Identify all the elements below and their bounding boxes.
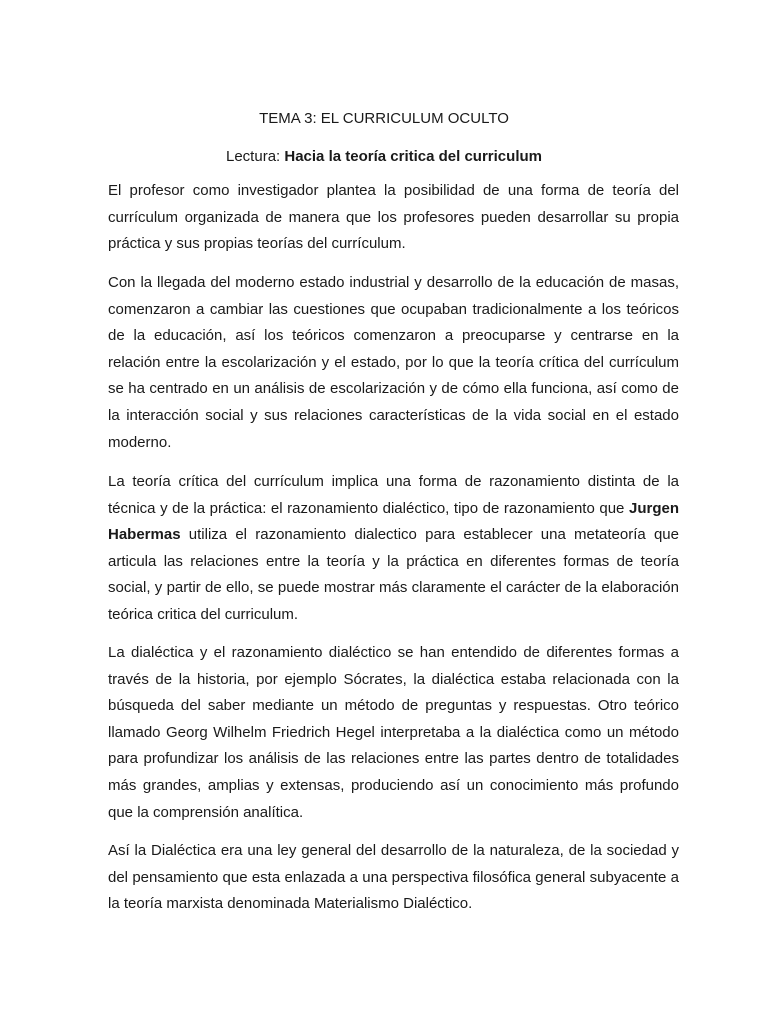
paragraph-3: [108, 469, 679, 629]
paragraph-5: Así la Dialéctica era una ley general del desarrollo de la naturaleza, de la sociedad y del pensamiento que esta enlazada a una perspectiva filosófica general subyacente a la teoría marxista denominada Materialismo Dialéctico.: [108, 842, 679, 913]
reading-line: [0, 147, 768, 167]
paragraph-2: Con la llegada del moderno estado industrial y desarrollo de la educación de masas, comenzaron a cambiar las cuestiones que ocupaban tradicionalmente a los teóricos de la educación, así los teóricos comenzaron a preocuparse y centrarse en la relación entre la escolarización y el estado, por lo que la teoría crítica del currículum se ha centrado en un análisis de escolarización y de cómo ella funciona, así como de la interacción social y sus relaciones características de la vida social en el estado moderno.: [108, 274, 679, 451]
paragraph-1: El profesor como investigador plantea la posibilidad de una forma de teoría del currículum organizada de manera que los profesores pueden desarrollar su propia práctica y sus propias teorías del currículum.: [108, 182, 679, 253]
paragraph-3-author-name: Jurgen Habermas: [108, 499, 679, 544]
reading-label: Lectura:: [226, 148, 285, 165]
paragraph-4: La dialéctica y el razonamiento dialéctico se han entendido de diferentes formas a través de la historia, por ejemplo Sócrates, la dialéctica estaba relacionada con la búsqueda del saber mediante un método de preguntas y respuestas. Otro teórico llamado Georg Wilhelm Friedrich Hegel interpretaba a la dialéctica como un método para profundizar los análisis de las relaciones entre las partes dentro de totalidades más grandes, amplias y extensas, produciendo así un conocimiento más profundo que la comprensión analítica.: [108, 644, 679, 821]
paragraph-3-text-end: utiliza el razonamiento dialectico para establecer una metateoría que articula las relaciones entre la teoría y la práctica en diferentes formas de teoría social, y partir de ello, se puede mostrar más claramente el carácter de la elaboración teórica critica del curriculum.: [108, 526, 679, 623]
reading-title: Hacia la teoría critica del curriculum: [284, 148, 542, 165]
paragraph-3-text-start: La teoría crítica del currículum implica una forma de razonamiento distinta de la técnica y de la práctica: el razonamiento dialéctico, tipo de razonamiento que: [108, 473, 679, 517]
document-title: TEMA 3: EL CURRICULUM OCULTO: [259, 110, 509, 127]
